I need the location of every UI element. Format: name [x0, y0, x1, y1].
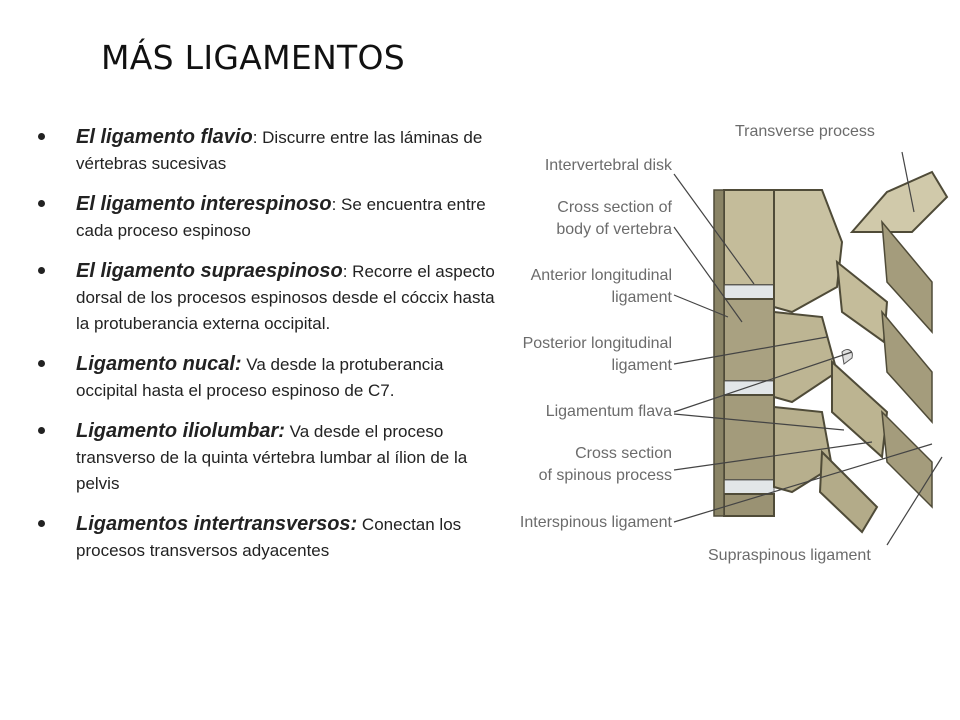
label-posterior-longitudinal-2: ligament	[611, 357, 672, 374]
bullet-desc: Va desde la protuberancia occipital hasta el proceso espinoso de C7.	[76, 355, 444, 400]
bullet-item	[38, 351, 498, 404]
bullet-dot	[38, 360, 45, 367]
bullet-item	[38, 258, 498, 337]
bullet-item	[38, 124, 498, 177]
bullet-desc: Conectan los procesos transversos adyacentes	[76, 515, 462, 560]
bullet-dot	[38, 267, 45, 274]
bullet-item	[38, 418, 498, 497]
posterior-elements	[774, 172, 947, 532]
bullet-term: Ligamento nucal:	[76, 353, 242, 375]
label-posterior-longitudinal-1: Posterior longitudinal	[522, 335, 672, 352]
bullet-dot	[38, 427, 45, 434]
bullet-term: El ligamento supraespinoso	[76, 260, 343, 282]
bullet-dot	[38, 200, 45, 207]
label-ligamentum-flava: Ligamentum flava	[545, 403, 672, 420]
label-interspinous-ligament: Interspinous ligament	[519, 514, 672, 531]
bullet-item	[38, 191, 498, 244]
spine-ligament-figure	[492, 112, 960, 572]
bullet-list	[38, 124, 498, 578]
label-cross-section-spinous-1: Cross section	[575, 445, 672, 462]
bullet-desc: : Recorre el aspecto dorsal de los procesos espinosos desde el cóccix hasta la protuberancia externa occipital.	[76, 262, 495, 333]
bullet-desc: Va desde el proceso transverso de la quinta vértebra lumbar al ílion de la pelvis	[76, 422, 468, 493]
bullet-desc: : Discurre entre las láminas de vértebras sucesivas	[76, 128, 483, 173]
label-anterior-longitudinal-1: Anterior longitudinal	[530, 267, 672, 284]
label-transverse-process: Transverse process	[735, 123, 875, 140]
label-cross-section-spinous-2: of spinous process	[538, 467, 672, 484]
vertebral-column	[714, 190, 774, 516]
label-supraspinous-ligament: Supraspinous ligament	[708, 547, 871, 564]
label-cross-section-body-1: Cross section of	[557, 199, 672, 216]
label-cross-section-body-2: body of vertebra	[556, 221, 672, 238]
label-intervertebral-disk: Intervertebral disk	[544, 157, 672, 174]
bullet-term: El ligamento interespinoso	[76, 193, 332, 215]
bullet-dot	[38, 133, 45, 140]
bullet-desc: : Se encuentra entre cada proceso espinoso	[76, 195, 486, 240]
bullet-term: Ligamentos intertransversos:	[76, 513, 358, 535]
bullet-term: El ligamento flavio	[76, 126, 253, 148]
bullet-dot	[38, 520, 45, 527]
bullet-term: Ligamento iliolumbar:	[76, 420, 285, 442]
label-anterior-longitudinal-2: ligament	[611, 289, 672, 306]
bullet-item	[38, 511, 498, 564]
spine-illustration	[492, 112, 960, 572]
slide-title: MÁS LIGAMENTOS	[101, 38, 406, 77]
